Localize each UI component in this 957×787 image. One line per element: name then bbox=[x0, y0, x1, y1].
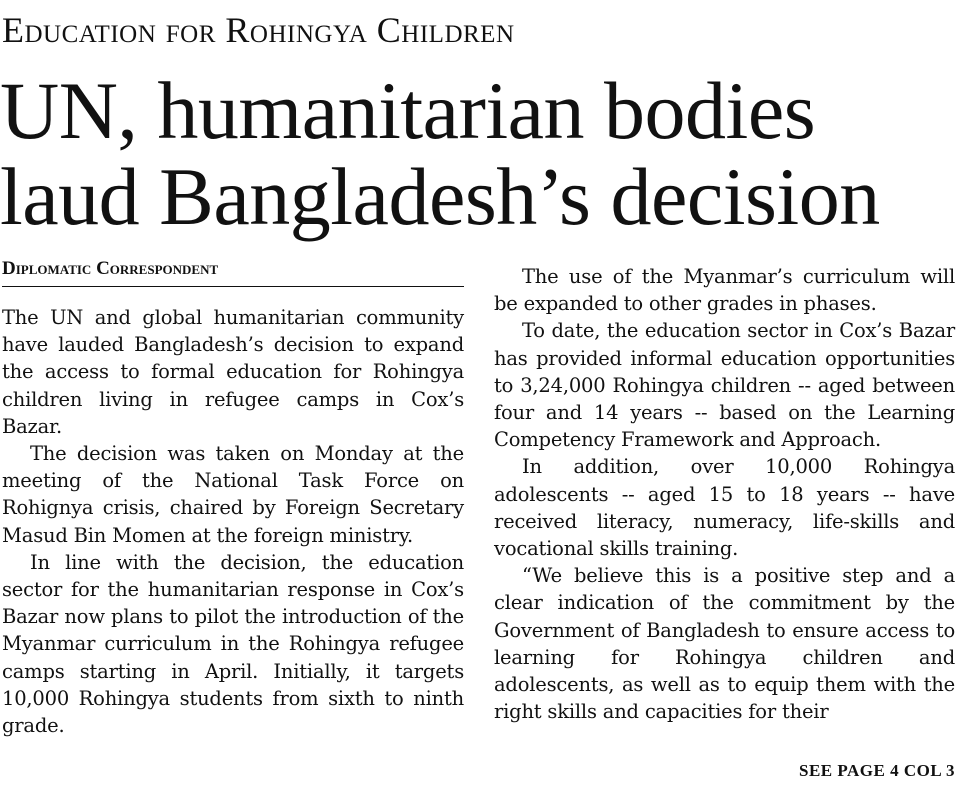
paragraph: The UN and global humanitarian community have lauded Bangladesh’s decision to expand the access to formal education for Rohingya children living in refugee camps in Cox’s Bazar. bbox=[2, 306, 464, 438]
paragraph: “We believe this is a positive step and a clear indication of the commitment by the Government of Bangladesh to ensure access to learning for Rohingya children and adolescents, as well as to equip them with the right skills and capacities for their bbox=[494, 564, 955, 724]
headline bbox=[0, 65, 957, 242]
byline: Diplomatic Correspondent bbox=[2, 258, 464, 287]
paragraph: In line with the decision, the education sector for the humanitarian response in Cox’s Bazar now plans to pilot the introduction of the Myanmar curriculum in the Rohingya refugee camps starting in April. Initially, it targets 10,000 Rohingya students from sixth to ninth grade. bbox=[2, 550, 464, 738]
headline-line-2: laud Bangladesh’s decision bbox=[0, 151, 880, 242]
section-kicker: Education for Rohingya Children bbox=[2, 10, 515, 50]
paragraph: The use of the Myanmar’s curriculum will be expanded to other grades in phases. bbox=[494, 265, 955, 316]
continued-on-page-note: SEE PAGE 4 COL 3 bbox=[799, 761, 955, 780]
paragraph: In addition, over 10,000 Rohingya adolescents -- aged 15 to 18 years -- have received literacy, numeracy, life-skills and vocational skills training. bbox=[494, 455, 955, 561]
article-column-right bbox=[494, 263, 955, 725]
paragraph: The decision was taken on Monday at the meeting of the National Task Force on Rohignya crisis, chaired by Foreign Secretary Masud Bin Momen at the foreign ministry. bbox=[2, 442, 464, 547]
headline-line-1: UN, humanitarian bodies bbox=[0, 65, 816, 156]
article-column-left bbox=[2, 304, 464, 739]
paragraph: To date, the education sector in Cox’s Bazar has provided informal education opportunities to 3,24,000 Rohingya children -- aged between four and 14 years -- based on the Learning Competency Framework and Approach. bbox=[494, 319, 955, 452]
